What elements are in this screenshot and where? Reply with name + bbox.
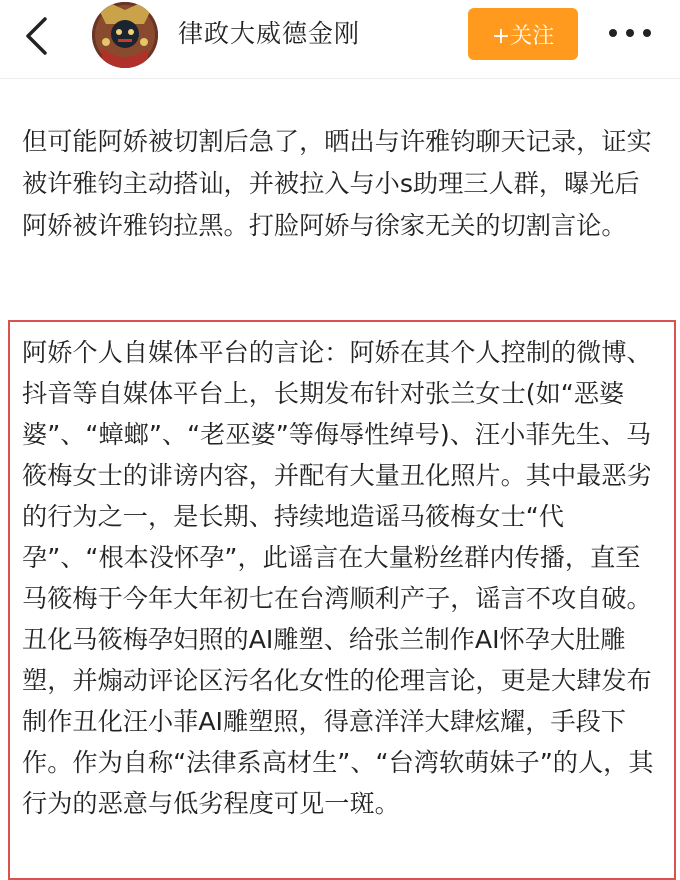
deity-avatar-image: [92, 2, 158, 68]
back-button[interactable]: [14, 14, 58, 58]
follow-button[interactable]: +关注: [468, 8, 578, 60]
post-paragraph: 但可能阿娇被切割后急了，晒出与许雅钧聊天记录，证实被许雅钧主动搭讪，并被拉入与小s助理三人群，曝光后阿娇被许雅钧拉黑。打脸阿娇与徐家无关的切割言论。: [22, 127, 652, 240]
more-button[interactable]: [604, 18, 656, 48]
more-dots-icon: [608, 28, 652, 38]
account-name[interactable]: 律政大威德金刚: [178, 19, 361, 48]
quote-text: 阿娇个人自媒体平台的言论：阿娇在其个人控制的微博、抖音等自媒体平台上，长期发布针对张兰女士(如“恶婆婆”、“蟑螂”、“老巫婆”等侮辱性绰号)、汪小菲先生、马筱梅女士的诽谤内容，并配有大量丑化照片。其中最恶劣的行为之一，是长期、持续地造谣马筱梅女士“代孕”、“根本没怀孕”，此谣言在大量粉丝群内传播，直至马筱梅于今年大年初七在台湾顺利产子，谣言不攻自破。丑化马筱梅孕妇照的AI雕塑、给张兰制作AI怀孕大肚雕塑，并煽动评论区污名化女性的伦理言论，更是大肆发布制作丑化汪小菲AI雕塑照，得意洋洋大肆炫耀，手段下作。作为自称“法律系高材生”、“台湾软萌妹子”的人，其行为的恶意与低劣程度可见一斑。: [22, 338, 654, 818]
chevron-left-icon: [23, 16, 49, 56]
top-bar: [0, 0, 680, 79]
avatar[interactable]: [92, 2, 158, 68]
